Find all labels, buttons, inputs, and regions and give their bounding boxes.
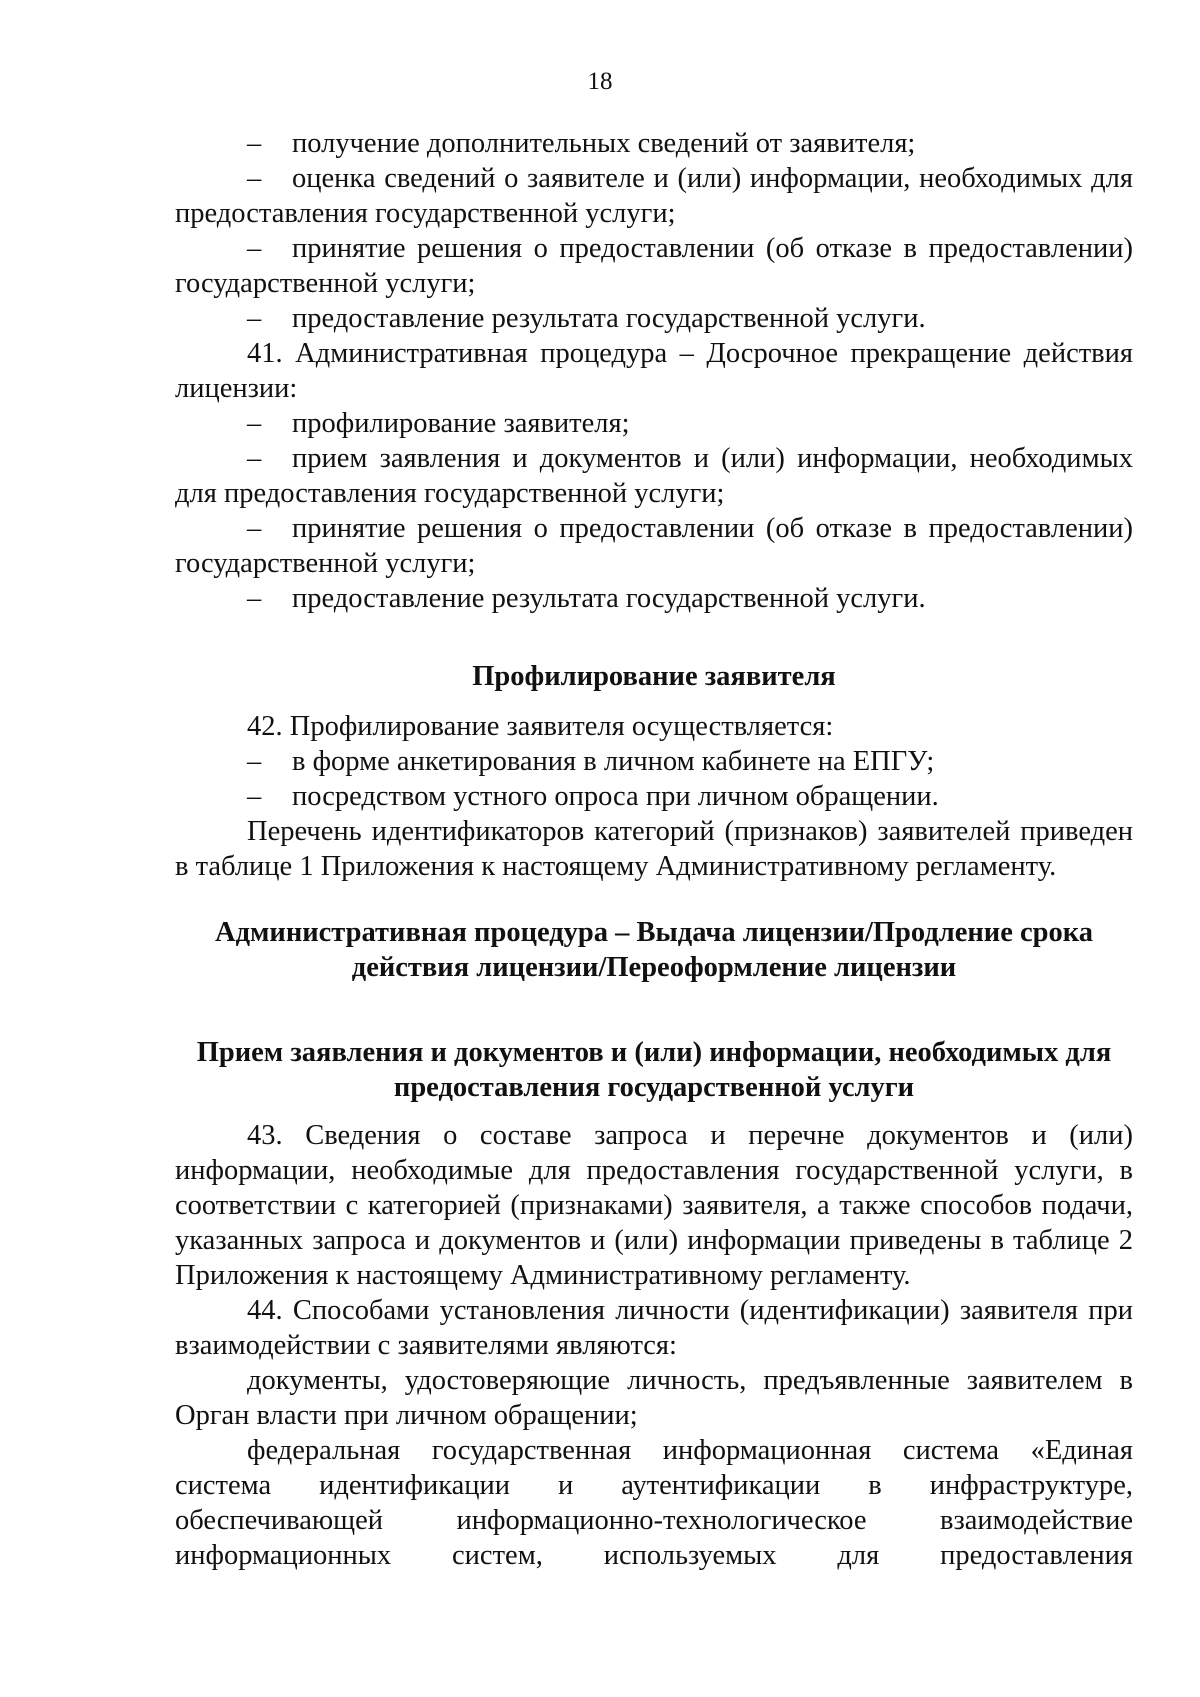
identity-documents-paragraph: документы, удостоверяющие личность, предъявленные заявителем в Орган власти при личном обращении; xyxy=(175,1365,1133,1431)
esia-paragraph: федеральная государственная информационная система «Единая система идентификации и аутентификации в инфраструктуре, обеспечивающей информационно-технологическое взаимодействие информационных систем, используемых для предоставления xyxy=(175,1435,1133,1571)
bullet-text: получение дополнительных сведений от заявителя; xyxy=(292,128,916,159)
section-heading-profiling: Профилирование заявителя xyxy=(472,661,836,692)
document-body xyxy=(175,126,1133,1573)
bullet-item xyxy=(175,441,1133,511)
bullet-text: в форме анкетирования в личном кабинете на ЕПГУ; xyxy=(292,746,935,777)
bullet-text: прием заявления и документов и (или) информации, необходимых для предоставления государственной услуги; xyxy=(175,443,1133,509)
bullet-text: оценка сведений о заявителе и (или) информации, необходимых для предоставления государственной услуги; xyxy=(175,163,1133,229)
bullet-text: профилирование заявителя; xyxy=(292,408,630,439)
page-number: 18 xyxy=(587,68,613,95)
clause-43: 43. Сведения о составе запроса и перечне документов и (или) информации, необходимые для предоставления государственной услуги, в соответствии с категорией (признаками) заявителя, а также способов подачи, указанных запроса и документов и (или) информации приведены в таблице 2 Приложения к настоящему Административному регламенту. xyxy=(175,1120,1133,1291)
profiling-list-paragraph: Перечень идентификаторов категорий (признаков) заявителей приведен в таблице 1 Приложения к настоящему Административному регламенту. xyxy=(175,816,1133,882)
bullet-text: предоставление результата государственной услуги. xyxy=(292,303,926,334)
dash-marker: – xyxy=(247,443,262,474)
clause-44: 44. Способами установления личности (идентификации) заявителя при взаимодействии с заявителями являются: xyxy=(175,1295,1133,1361)
dash-marker: – xyxy=(247,781,262,812)
bullet-item xyxy=(175,126,1133,161)
dash-marker: – xyxy=(247,513,262,544)
bullet-item xyxy=(175,301,1133,336)
dash-marker: – xyxy=(247,746,262,777)
dash-marker: – xyxy=(247,163,262,194)
dash-marker: – xyxy=(247,233,262,264)
bullet-item xyxy=(175,744,1133,779)
bullet-item xyxy=(175,406,1133,441)
dash-marker: – xyxy=(247,408,262,439)
section-heading-reception: Прием заявления и документов и (или) информации, необходимых для предоставления государственной услуги xyxy=(196,1037,1112,1103)
clause-42: 42. Профилирование заявителя осуществляется: xyxy=(247,711,834,742)
bullet-item xyxy=(175,779,1133,814)
bullet-text: посредством устного опроса при личном обращении. xyxy=(292,781,939,812)
bullet-text: предоставление результата государственной услуги. xyxy=(292,583,926,614)
bullet-item xyxy=(175,581,1133,616)
bullet-item xyxy=(175,161,1133,231)
dash-marker: – xyxy=(247,303,262,334)
dash-marker: – xyxy=(247,128,262,159)
clause-41: 41. Административная процедура – Досрочное прекращение действия лицензии: xyxy=(175,338,1133,404)
bullet-text: принятие решения о предоставлении (об отказе в предоставлении) государственной услуги; xyxy=(175,513,1133,579)
bullet-text: принятие решения о предоставлении (об отказе в предоставлении) государственной услуги; xyxy=(175,233,1133,299)
bullet-item xyxy=(175,231,1133,301)
bullet-item xyxy=(175,511,1133,581)
dash-marker: – xyxy=(247,583,262,614)
section-heading-procedure: Административная процедура – Выдача лицензии/Продление срока действия лицензии/Переоформление лицензии xyxy=(214,917,1093,983)
